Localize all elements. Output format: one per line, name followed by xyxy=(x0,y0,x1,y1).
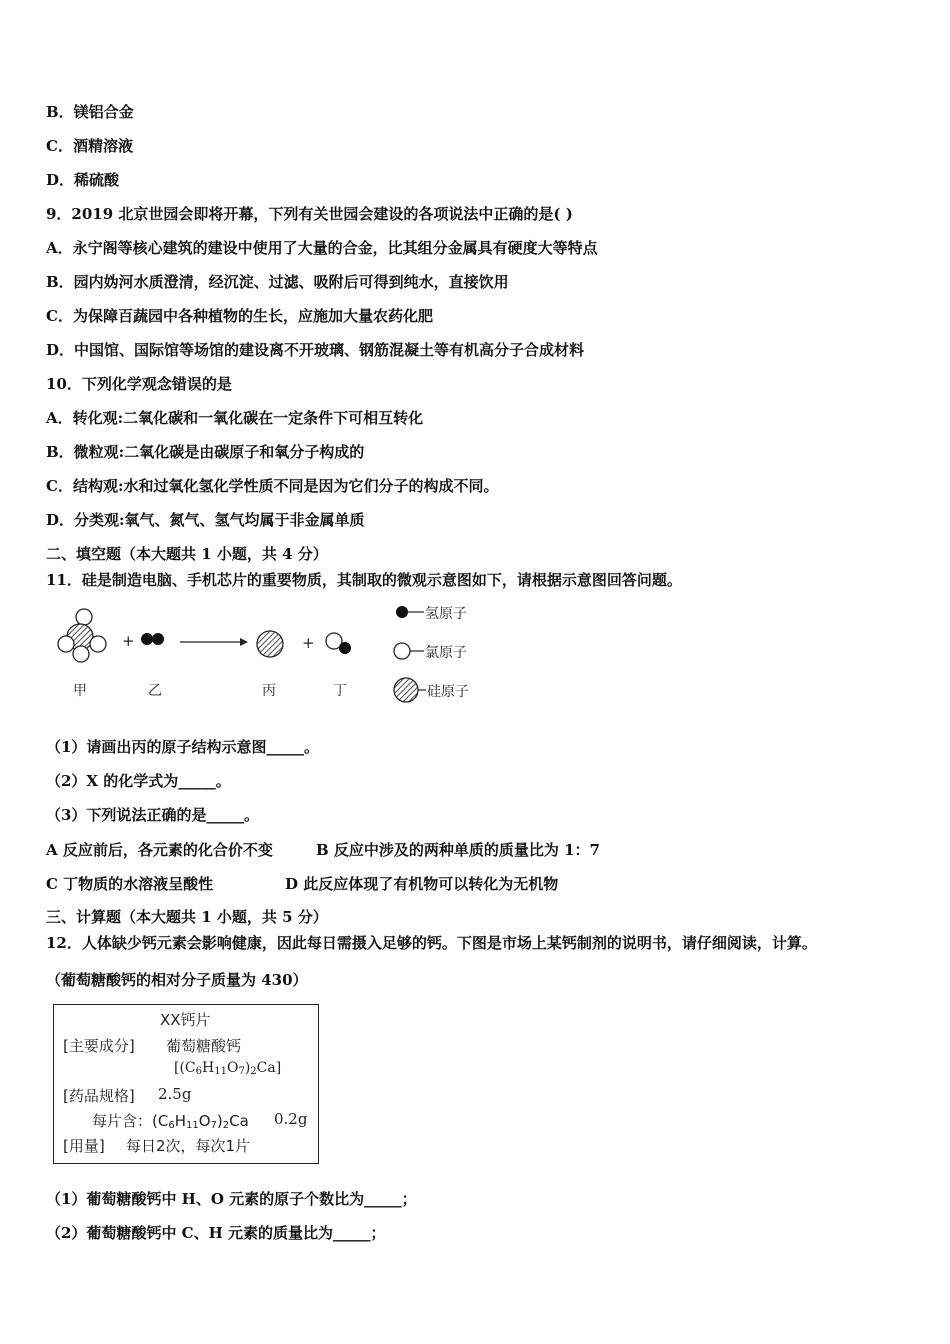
section-3-heading: 三、计算题（本大题共 1 小题，共 5 分） xyxy=(46,908,328,926)
question-11-part-1: （1）请画出丙的原子结构示意图_____。 xyxy=(46,738,319,756)
molecule-ding xyxy=(326,633,351,654)
question-12-stem: 12．人体缺少钙元素会影响健康，因此每日需摄入足够的钙。下图是市场上某钙制剂的说明书，请仔细阅读，计算。 xyxy=(46,934,817,952)
option-8d: D．稀硫酸 xyxy=(46,171,120,189)
label-per-tablet: 每片含：$(C_6H_{11}O_7)_2Ca$ xyxy=(92,1112,249,1131)
label-yi: 乙 xyxy=(148,683,162,699)
label-ingredient-key: [主要成分] xyxy=(63,1037,135,1055)
option-8b: B．镁铝合金 xyxy=(46,103,134,121)
question-12-note: （葡萄糖酸钙的相对分子质量为 430） xyxy=(46,971,308,989)
legend-hydrogen-label: 氢原子 xyxy=(425,606,467,622)
question-11-part-2: （2）X 的化学式为_____。 xyxy=(46,772,231,790)
plus-sign-2: + xyxy=(302,634,315,652)
plus-sign-1: + xyxy=(122,632,135,650)
label-jia: 甲 xyxy=(73,683,87,699)
option-10c: C．结构观:水和过氧化氢化学性质不同是因为它们分子的构成不同。 xyxy=(46,477,499,495)
reaction-arrow xyxy=(180,638,248,646)
calcium-tablet-label xyxy=(53,1004,319,1164)
option-11b: B 反应中涉及的两种单质的质量比为 1：7 xyxy=(316,841,600,859)
label-bing: 丙 xyxy=(262,683,276,699)
section-2-heading: 二、填空题（本大题共 1 小题，共 4 分） xyxy=(46,545,328,563)
label-per-tablet-value: 0.2g xyxy=(274,1110,308,1128)
option-10a: A．转化观:二氧化碳和一氧化碳在一定条件下可相互转化 xyxy=(46,409,424,427)
molecule-bing xyxy=(257,631,283,657)
label-formula: $[(C_6H_{11}O_7)_2Ca]$ xyxy=(174,1060,282,1077)
label-ding: 丁 xyxy=(333,683,347,699)
question-9-stem: 9．2019 北京世园会即将开幕，下列有关世园会建设的各项说法中正确的是( ) xyxy=(46,205,573,223)
molecule-jia xyxy=(58,609,106,662)
question-10-stem: 10．下列化学观念错误的是 xyxy=(46,375,232,393)
option-9b: B．园内妫河水质澄清，经沉淀、过滤、吸附后可得到纯水，直接饮用 xyxy=(46,273,509,291)
question-11-stem: 11．硅是制造电脑、手机芯片的重要物质，其制取的微观示意图如下，请根据示意图回答问题。 xyxy=(46,571,682,589)
option-10b: B．微粒观:二氧化碳是由碳原子和氧分子构成的 xyxy=(46,443,365,461)
label-spec-key: [药品规格] xyxy=(63,1087,135,1105)
option-11a: A 反应前后，各元素的化合价不变 xyxy=(46,841,273,859)
option-9c: C．为保障百蔬园中各种植物的生长，应施加大量农药化肥 xyxy=(46,307,433,325)
question-11-part-3: （3）下列说法正确的是_____。 xyxy=(46,806,259,824)
option-9d: D．中国馆、国际馆等场馆的建设离不开玻璃、钢筋混凝土等有机高分子合成材料 xyxy=(46,341,585,359)
option-11d: D 此反应体现了有机物可以转化为无机物 xyxy=(285,875,559,893)
molecule-yi xyxy=(141,633,164,645)
question-12-part-1: （1）葡萄糖酸钙中 H、O 元素的原子个数比为_____； xyxy=(46,1190,417,1208)
label-spec-value: 2.5g xyxy=(158,1085,192,1103)
question-12-part-2: （2）葡萄糖酸钙中 C、H 元素的质量比为_____； xyxy=(46,1224,386,1242)
label-usage-key: [用量] xyxy=(63,1137,105,1155)
legend-chlorine-label: 氯原子 xyxy=(425,645,467,661)
option-11c: C 丁物质的水溶液呈酸性 xyxy=(46,875,214,893)
reaction-diagram xyxy=(46,600,506,712)
legend-chlorine xyxy=(394,643,424,659)
legend-silicon-label: 硅原子 xyxy=(427,684,469,700)
label-ingredient-value: 葡萄糖酸钙 xyxy=(166,1037,242,1055)
legend-hydrogen xyxy=(396,606,424,618)
legend-silicon xyxy=(394,678,426,702)
option-9a: A．永宁阁等核心建筑的建设中使用了大量的合金，比其组分金属具有硬度大等特点 xyxy=(46,239,598,257)
label-usage-value: 每日2次，每次1片 xyxy=(126,1137,251,1155)
option-10d: D．分类观:氧气、氮气、氢气均属于非金属单质 xyxy=(46,511,365,529)
label-title: XX钙片 xyxy=(160,1011,211,1029)
option-8c: C．酒精溶液 xyxy=(46,137,133,155)
